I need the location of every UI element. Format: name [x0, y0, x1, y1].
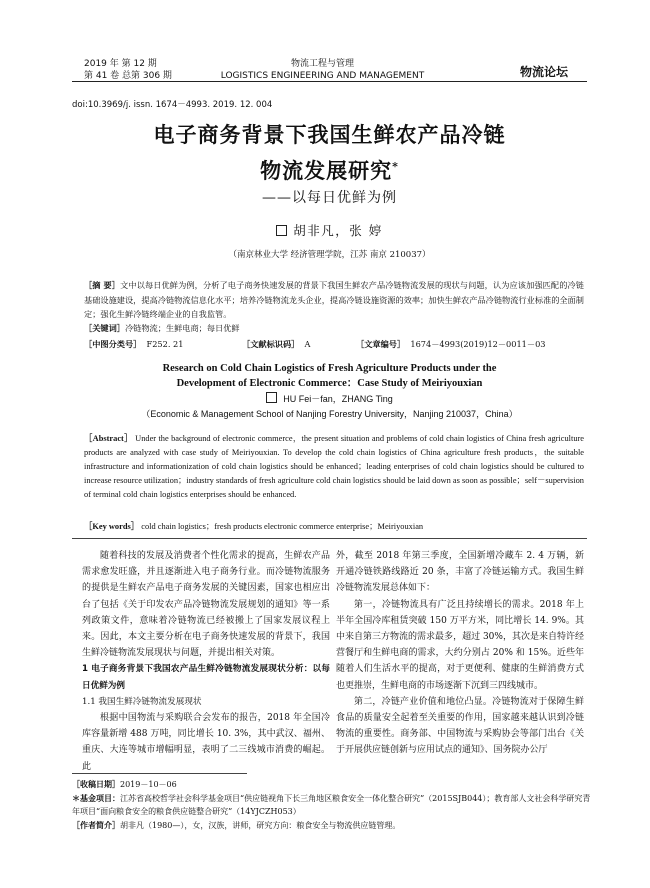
- footnotes: [72, 778, 592, 832]
- keywords-en-label: ［Key words］: [84, 522, 140, 531]
- title-line-2: [72, 151, 587, 186]
- journal-name: [215, 58, 430, 82]
- keywords-cn-label: ［关键词］: [84, 323, 125, 333]
- article-label: ［文章编号］: [356, 339, 406, 349]
- received-date: [72, 778, 592, 792]
- author-box-icon: [276, 225, 287, 236]
- abstract-cn: [84, 278, 584, 322]
- header-rule: [72, 81, 587, 82]
- paragraph: 第二，冷链产业价值和地位凸显。冷链物流对于保障生鲜食品的质量安全起着至关重要的作用，国家越来越认识到冷链物流的重要性。商务部、中国物流与采购协会等部门出台《关于开展供应链创新与应用试点的通知》、国务院办公厅: [336, 696, 584, 756]
- en-title-line-1: Research on Cold Chain Logistics of Fresh Agriculture Products under the: [162, 363, 497, 374]
- clc-label: ［中图分类号］: [84, 339, 142, 349]
- subsection-heading: 1.1 我国生鲜冷链物流发展现状: [82, 696, 202, 707]
- en-affiliation: （Economic & Management School of Nanjing Forestry University，Nanjing 210037，China）: [141, 409, 518, 419]
- doi: doi:10.3969/j. issn. 1674－4993. 2019. 12. 004: [72, 100, 273, 110]
- fund-value: 江苏省高校哲学社会科学基金项目“供应链视角下长三角地区粮食安全一体化整合研究”（2015SJB044）；教育部人文社会科学研究青年项目“面向粮食安全的粮食供应链整合研究”（14YJCZH053）: [72, 793, 591, 816]
- paragraph: 外，截至 2018 年第三季度，全国新增冷藏车 2. 4 万辆，新开通冷链铁路线路近 20 条，丰富了冷链运输方式。我国生鲜冷链物流发展总体如下：: [336, 551, 584, 594]
- doc-code: [242, 339, 310, 350]
- abstract-en: [84, 432, 584, 502]
- title-line-2-text: 物流发展研究: [260, 158, 393, 183]
- journal-name-en: LOGISTICS ENGINEERING AND MANAGEMENT: [220, 71, 425, 81]
- clc-number: [84, 339, 183, 350]
- received-value: 2019－10－06: [120, 780, 177, 789]
- abstract-rule: [72, 538, 587, 539]
- en-author-box-icon: [266, 392, 277, 403]
- author-bio-label: ［作者简介］: [72, 819, 120, 830]
- fund-label: ＊基金项目：: [72, 792, 120, 803]
- column-name: 物流论坛: [520, 65, 569, 79]
- fund-mark: *: [392, 160, 399, 173]
- author-bio-value: 胡非凡（1980—），女，汉族，讲师，研究方向：粮食安全与物流供应链管理。: [120, 820, 401, 830]
- year-issue: 2019 年 第 12 期: [84, 59, 157, 69]
- abstract-en-label: ［Abstract］: [84, 434, 133, 443]
- title-line-1: 电子商务背景下我国生鲜农产品冷链: [153, 122, 506, 147]
- abstract-cn-text: 文中以每日优鲜为例，分析了电子商务快速发展的背景下我国生鲜农产品冷链物流发展的现状与问题，认为应该加强匹配的冷链基础设施建设，提高冷链物流信息化水平；培养冷链物流龙头企业，提高冷链设施资源的效率；加快生鲜农产品冷链物流行业标准的全面制定；强化生鲜冷链终端企业的自我监管。: [84, 280, 584, 320]
- en-authors: [72, 392, 587, 405]
- keywords-en-text: cold chain logistics；fresh products electronic commerce enterprise；Meiriyouxian: [141, 522, 424, 531]
- article-number: [356, 339, 546, 350]
- keywords-en: [84, 520, 584, 532]
- body-column-left: [82, 548, 330, 775]
- keywords-cn-text: 冷链物流；生鲜电商；每日优鲜: [124, 323, 240, 333]
- doc-label: ［文献标识码］: [242, 339, 300, 349]
- abstract-en-text: Under the background of electronic commerce，the present situation and problems of cold chain logistics of China fresh agriculture products are analyzed with case study of Meiriyouxian. To develop the cold chain logistics of China agriculture fresh products，the suitable infrastructure and informationization of cold chain logistics should be enhanced；leading enterprises of cold chain logistics should be cultured to increase resource utilization；industry standards of fresh agriculture cold chain logistics should be laid down as soon as possible；self－supervision of terminal cold chain logistics enterprises should be enhanced.: [84, 434, 585, 499]
- keywords-cn: [84, 323, 584, 334]
- paragraph: 第一，冷链物流具有广泛且持续增长的需求。2018 年上半年全国冷库租赁突破 150 万平方米，同比增长 14. 9%。其中来自第三方物流的需求最多，超过 30%，其次是来自特许经营餐厅和生鲜电商的需求，大约分别占 20% 和 15%。近些年随着人们生活水平的提高，对于更便利、健康的生鲜消费方式也更推崇，生鲜电商的市场逐渐下沉到三四线城市。: [336, 599, 584, 691]
- subtitle: ——以每日优鲜为例: [262, 190, 397, 206]
- paragraph: 根据中国物流与采购联合会发布的报告，2018 年全国冷库容量新增 488 万吨，同比增长 10. 3%，其中武汉、福州、重庆、大连等城市增幅明显，表明了二三线城市消费的崛起。此: [82, 713, 330, 772]
- authors: [72, 221, 587, 239]
- journal-name-cn: 物流工程与管理: [290, 59, 354, 69]
- en-authors-text: HU Fei－fan，ZHANG Ting: [283, 394, 393, 404]
- body-column-right: [336, 548, 584, 759]
- clc-value: F252. 21: [146, 339, 184, 349]
- paragraph: 随着科技的发展及消费者个性化需求的提高，生鲜农产品需求愈发旺盛，并且逐渐进入电子商务行业。而冷链物流服务的提供是生鲜农产品电子商务发展的关键因素，国家也相应出台了包括《关于印发农产品冷链物流发展规划的通知》等一系列政策文件，意味着冷链物流已经被搬上了国家发展议程上来。因此，本文主要分析在电子商务快速发展的背景下，我国生鲜冷链物流发展现状与问题，并提出相关对策。: [82, 551, 330, 659]
- issue-info: [84, 58, 172, 82]
- received-label: ［收稿日期］: [72, 779, 120, 789]
- article-value: 1674－4993(2019)12－0011－03: [410, 339, 546, 349]
- section-heading: 1 电子商务背景下我国农产品生鲜冷链物流发展现状分析：以每日优鲜为例: [82, 664, 330, 691]
- volume: 第 41 卷 总第 306 期: [84, 71, 172, 81]
- en-title-line-2: Development of Electronic Commerce：Case Study of Meiriyouxian: [176, 378, 483, 389]
- abstract-cn-label: ［摘 要］: [84, 280, 121, 290]
- author-bio: [72, 819, 592, 833]
- footnote-rule: [72, 773, 247, 774]
- affiliation: （南京林业大学 经济管理学院，江苏 南京 210037）: [228, 250, 431, 260]
- authors-text: 胡非凡，张 婷: [293, 223, 383, 238]
- doc-value: A: [304, 339, 311, 349]
- fund-note: [72, 792, 592, 819]
